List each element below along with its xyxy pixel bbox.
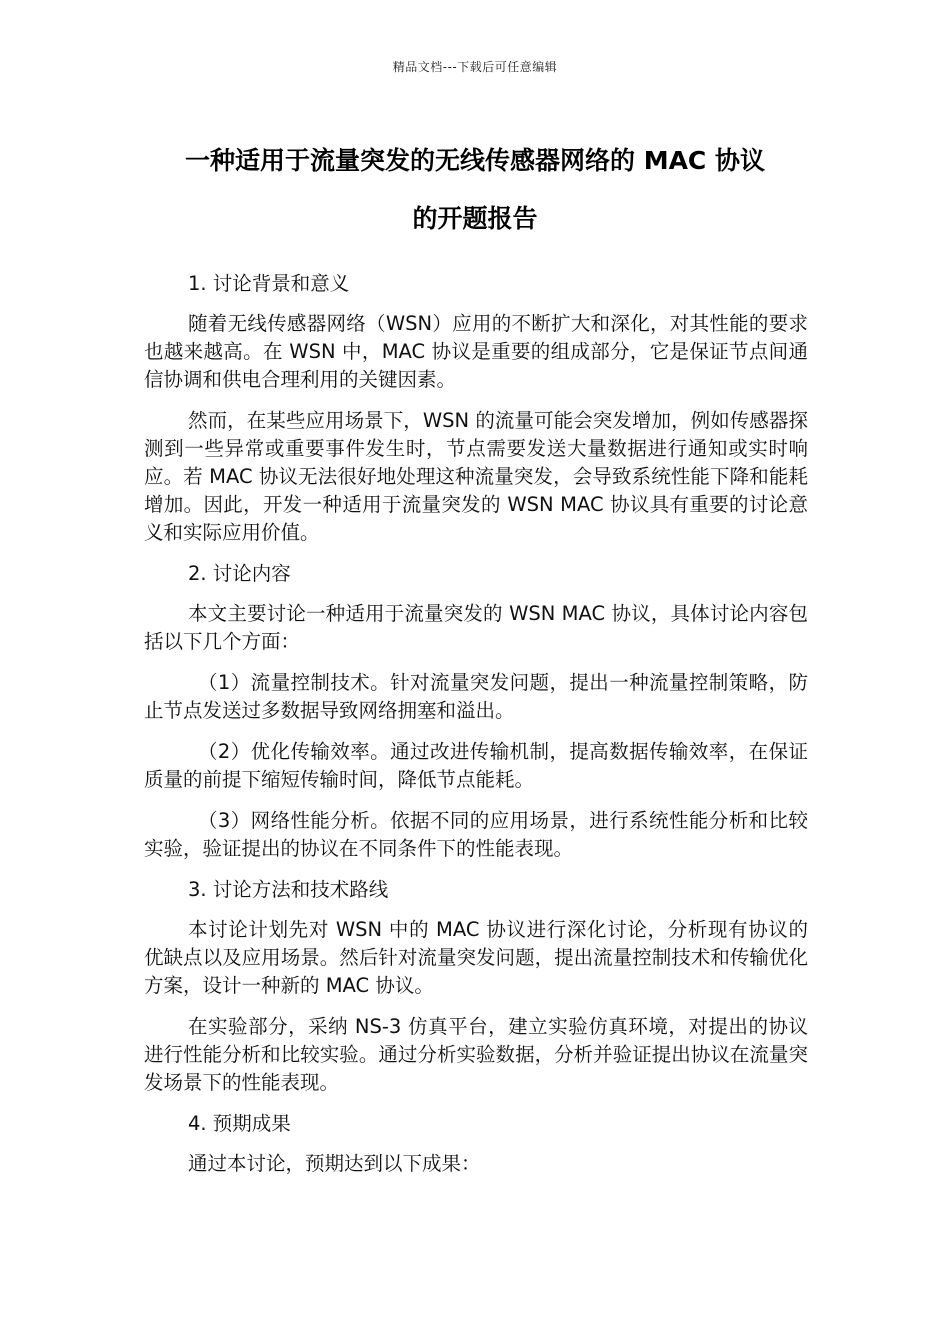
list-item: （2）优化传输效率。通过改进传输机制，提高数据传输效率，在保证质量的前提下缩短传输时间，降低节点能耗。 (144, 740, 808, 791)
section-heading-outcomes: 4. 预期成果 (188, 1112, 291, 1135)
list-item: （3）网络性能分析。依据不同的应用场景，进行系统性能分析和比较实验，验证提出的协议在不同条件下的性能表现。 (144, 809, 808, 860)
document-body (144, 270, 808, 1191)
paragraph: 本讨论计划先对 WSN 中的 MAC 协议进行深化讨论，分析现有协议的优缺点以及应用场景。然后针对流量突发问题，提出流量控制技术和传输优化方案，设计一种新的 MAC 协议。 (144, 918, 808, 997)
section-heading-methods: 3. 讨论方法和技术路线 (188, 878, 389, 901)
title-line-2: 的开题报告 (412, 204, 538, 233)
paragraph: 随着无线传感器网络（WSN）应用的不断扩大和深化，对其性能的要求也越来越高。在 WSN 中，MAC 协议是重要的组成部分，它是保证节点间通信协调和供电合理利用的关键因素。 (144, 312, 808, 391)
list-item: （1）流量控制技术。针对流量突发问题，提出一种流量控制策略，防止节点发送过多数据导致网络拥塞和溢出。 (144, 671, 808, 722)
section-heading-background: 1. 讨论背景和意义 (188, 272, 350, 295)
document-title (120, 132, 830, 248)
paragraph: 本文主要讨论一种适用于流量突发的 WSN MAC 协议，具体讨论内容包括以下几个方面： (144, 602, 808, 653)
title-line-1: 一种适用于流量突发的无线传感器网络的 MAC 协议 (185, 146, 765, 175)
paragraph: 然而，在某些应用场景下，WSN 的流量可能会突发增加，例如传感器探测到一些异常或重要事件发生时，节点需要发送大量数据进行通知或实时响应。若 MAC 协议无法很好地处理这种流量突发，会导致系统性能下降和能耗增加。因此，开发一种适用于流量突发的 WSN MAC 协议具有重要的讨论意义和实际应用价值。 (144, 409, 808, 544)
page-header: 精品文档---下载后可任意编辑 (392, 60, 558, 74)
section-heading-content: 2. 讨论内容 (188, 562, 291, 585)
paragraph: 在实验部分，采纳 NS-3 仿真平台，建立实验仿真环境，对提出的协议进行性能分析和比较实验。通过分析实验数据，分析并验证提出协议在流量突发场景下的性能表现。 (144, 1015, 808, 1094)
paragraph: 通过本讨论，预期达到以下成果： (188, 1152, 481, 1175)
